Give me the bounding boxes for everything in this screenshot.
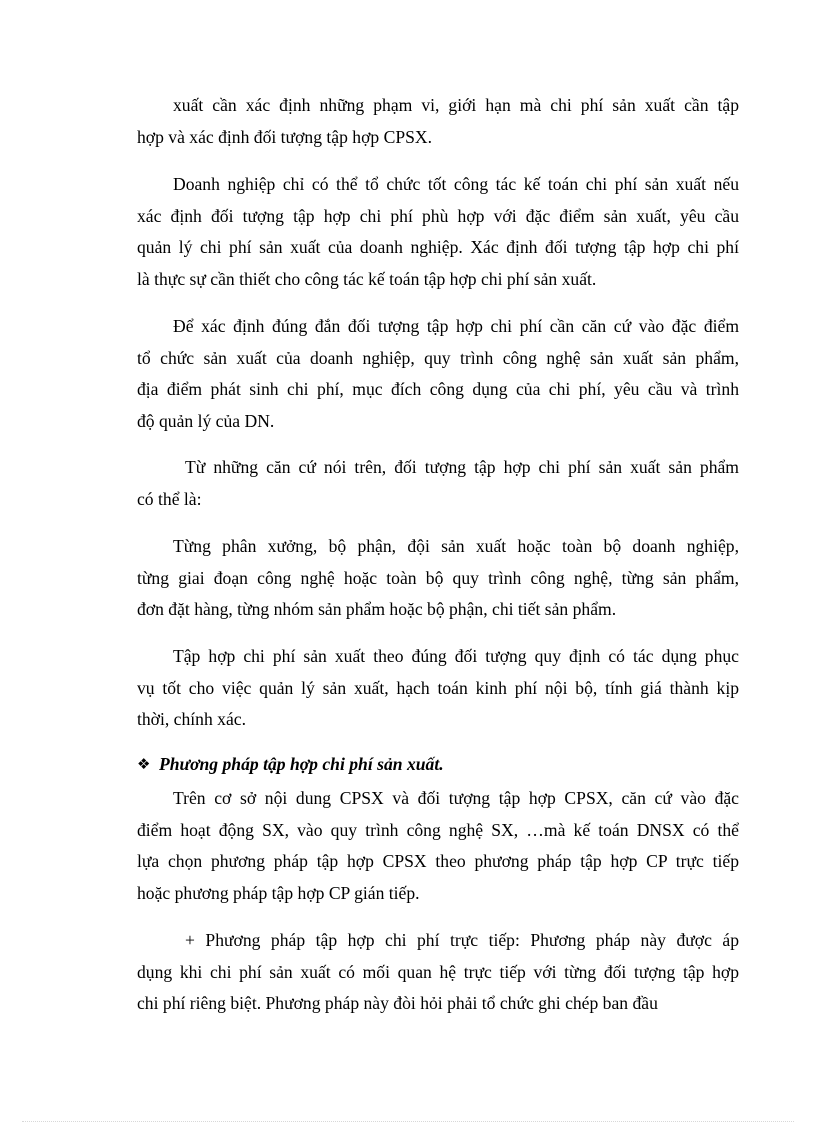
paragraph-line: + Phương pháp tập hợp chi phí trực tiếp: Phương pháp này được áp [185, 930, 739, 950]
section-heading-text: Phương pháp tập hợp chi phí sản xuất. [159, 754, 444, 774]
paragraph-line: Tập hợp chi phí sản xuất theo đúng đối tượng quy định có tác dụng phục [173, 646, 739, 666]
paragraph-line: xuất cần xác định những phạm vi, giới hạn mà chi phí sản xuất cần tập [173, 95, 739, 115]
paragraph-line: xác định đối tượng tập hợp chi phí phù hợp với đặc điểm sản xuất, yêu cầu [137, 205, 739, 226]
paragraph-line: địa điểm phát sinh chi phí, mục đích công dụng của chi phí, yêu cầu và trình [137, 379, 739, 399]
paragraph-line: dụng khi chi phí sản xuất có mối quan hệ trực tiếp với từng đối tượng tập hợp [137, 961, 739, 982]
paragraph-line: từng giai đoạn công nghệ hoặc toàn bộ quy trình công nghệ, từng sản phẩm, [137, 567, 739, 588]
paragraph-line: Từ những căn cứ nói trên, đối tượng tập hợp chi phí sản xuất sản phẩm [185, 457, 739, 477]
paragraph-line: thời, chính xác. [137, 709, 246, 729]
paragraph-line: là thực sự cần thiết cho công tác kế toán tập hợp chi phí sản xuất. [137, 268, 597, 289]
paragraph-line: lựa chọn phương pháp tập hợp CPSX theo phương pháp tập hợp CP trực tiếp [137, 851, 739, 871]
diamond-bullet-icon: ❖ [137, 755, 151, 773]
paragraph-line: quản lý chi phí sản xuất của doanh nghiệp. Xác định đối tượng tập hợp chi phí [137, 237, 739, 257]
paragraph-line: Để xác định đúng đắn đối tượng tập hợp chi phí cần căn cứ vào đặc điểm [173, 316, 739, 336]
paragraph-7 [137, 783, 739, 909]
paragraph-8 [137, 925, 739, 1020]
paragraph-line: vụ tốt cho việc quản lý sản xuất, hạch toán kinh phí nội bộ, tính giá thành kịp [137, 677, 739, 698]
section-heading [137, 749, 444, 780]
paragraph-line: Doanh nghiệp chỉ có thể tổ chức tốt công tác kế toán chi phí sản xuất nếu [173, 174, 739, 194]
paragraph-line: có thể là: [137, 488, 202, 509]
paragraph-1 [137, 90, 739, 153]
paragraph-4 [137, 452, 739, 515]
paragraph-line: Từng phân xưởng, bộ phận, đội sản xuất hoặc toàn bộ doanh nghiệp, [173, 536, 739, 556]
paragraph-6 [137, 641, 739, 736]
paragraph-line: tổ chức sản xuất của doanh nghiệp, quy trình công nghệ sản xuất sản phẩm, [137, 347, 739, 368]
paragraph-2 [137, 169, 739, 295]
paragraph-line: hoặc phương pháp tập hợp CP gián tiếp. [137, 882, 420, 903]
paragraph-5 [137, 531, 739, 626]
paragraph-line: chi phí riêng biệt. Phương pháp này đòi hỏi phải tổ chức ghi chép ban đầu [137, 993, 658, 1013]
paragraph-line: độ quản lý của DN. [137, 410, 275, 431]
paragraph-line: hợp và xác định đối tượng tập hợp CPSX. [137, 126, 432, 147]
paragraph-line: Trên cơ sở nội dung CPSX và đối tượng tập hợp CPSX, căn cứ vào đặc [173, 788, 739, 808]
paragraph-line: đơn đặt hàng, từng nhóm sản phẩm hoặc bộ phận, chi tiết sản phẩm. [137, 599, 617, 619]
footer-rule [22, 1121, 794, 1122]
paragraph-line: điểm hoạt động SX, vào quy trình công nghệ SX, …mà kế toán DNSX có thể [137, 819, 739, 840]
paragraph-3 [137, 311, 739, 437]
